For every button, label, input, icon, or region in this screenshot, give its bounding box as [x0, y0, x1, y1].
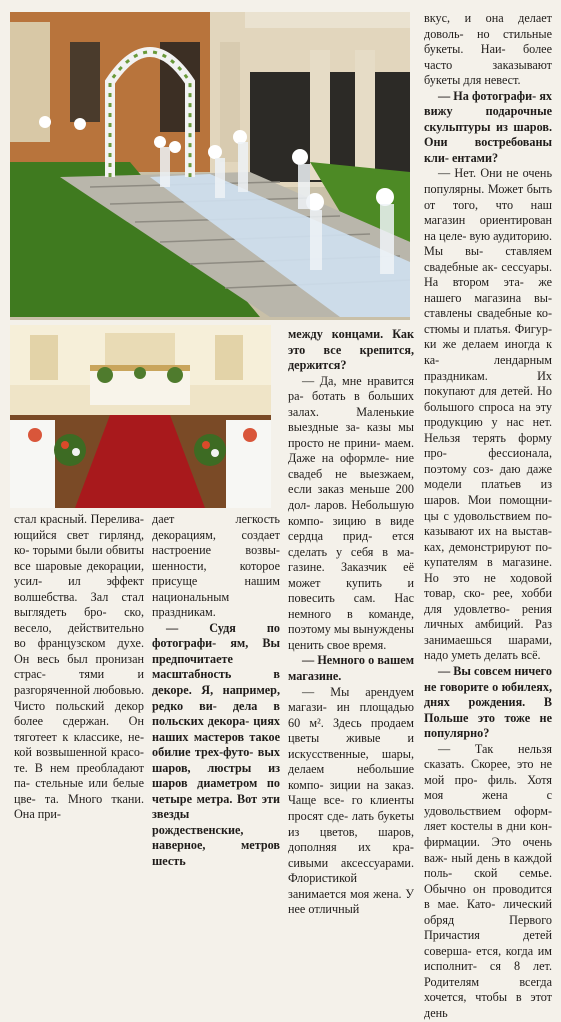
interview-answer: — Так нельзя сказать. Скорее, это не мой про- филь. Хотя моя жена с удовольствием оформ- ляет костелы в дни кон- фирмации. Это очень важ- ный день в каждой поль- ской семье. Обычно он проводится в мае. Като- лический обряд Первого Причастия детей соверша- ется, когда им исполнит- ся 8 лет. Родителям всегда хочется, чтобы в этот день [424, 741, 553, 1020]
interview-answer: — Да, мне нравится ра- ботать в больших залах. Маленькие выездные за- казы мы просто не прини- маем. Даже на оформле- ние свадеб не выезжаем, если заказ меньше 200 дол- ларов. Небольшую компо- зицию в виде сердца прид- ется сделать у себя в ма- газине. Заказчик её может купить и повесить сам. Нас немного в команде, поэтому мы вынуждены ценить свое время. [288, 373, 415, 652]
column-b [152, 512, 280, 870]
interview-question: между концами. Как это все крепится, держится? [288, 327, 415, 373]
interview-question: — Судя по фотографи- ям, Вы предпочитаете масштабность в декоре. Я, например, редко ви- дела в польских декора- циях наших мастеров такое обилие трех-футо- вых шаров, люстры из шаров диаметром по четыре метра. Вот эти звезды рождественские, наверное, метров шесть [152, 620, 281, 869]
garden-wedding-photo [10, 12, 410, 320]
interview-question: — Вы совсем ничего не говорите о юбилеях, днях рождения. В Польше это тоже не популярно? [424, 663, 553, 741]
paragraph-d: вкус, и она делает доволь- но стильные букеты. Наи- более часто заказывают букеты для невест. [424, 11, 552, 88]
interview-question: — Немного о вашем магазине. [288, 653, 414, 684]
church-altar-photo [10, 325, 271, 508]
paragraph-a: стал красный. Перелива- ющийся свет гирлянд, ко- торыми были обвиты все шаровые декорации, усил- ил эффект волшебства. Зал стал выглядеть бро- ско, весело, действительно во французском духе. Он весь был пронизан страс- тями и разгоряченной любовью. Чисто польский декор более сдержан. Он тяготеет к классике, не- кой возвышенной красо- те. В нем преобладают па- стельные или белые цве- та. Много ткани. Она при- [14, 512, 145, 822]
paragraph-b: дает легкость декорациям, создает настроение возвы- шенности, которое присуще нашим национальным праздникам. [152, 512, 280, 620]
column-d [424, 11, 552, 1022]
interview-answer: — Нет. Они не очень популярны. Может быть от того, что наш магазин ориентирован на целе- вую аудиторию. Мы вы- ставляем свадебные ак- сессуары. На втором эта- же нашего магазина вы- ставлены свадебные ко- стюмы и платья. Фигур- ки же делаем иногда к ка- лендарным праздникам. Их покупают для детей. Но большого спроса на эту продукцию у нас нет. Нельзя терять форму про- фессионала, поэтому соз- даю даже модели платьев из шаров. Мои помощни- цы с удовольствием по- казывают их на выстав- ках, демонстрируют по- купателям в магазине. Но это не ходовой товар, ско- рее, хобби для удовлетво- рения личных амбиций. Раз занимаешься шарами, надо уметь делать всё. [424, 166, 553, 663]
interview-question: — На фотографи- ях вижу подарочные скульптуры из шаров. Они востребованы кли- ентами? [424, 88, 553, 165]
interview-answer: — Мы арендуем магази- ин площадью 60 м². Здесь продаем цветы живые и искусственные, шары, делаем небольшие компо- зиции на заказ. Чаще все- го клиенты просят сде- лать букеты из цветов, шаров, дополняя их кра- сивыми аксессуарами. Флористикой занимается моя жена. У нее отличный [288, 684, 415, 917]
column-a [14, 512, 144, 823]
column-c [288, 327, 414, 918]
